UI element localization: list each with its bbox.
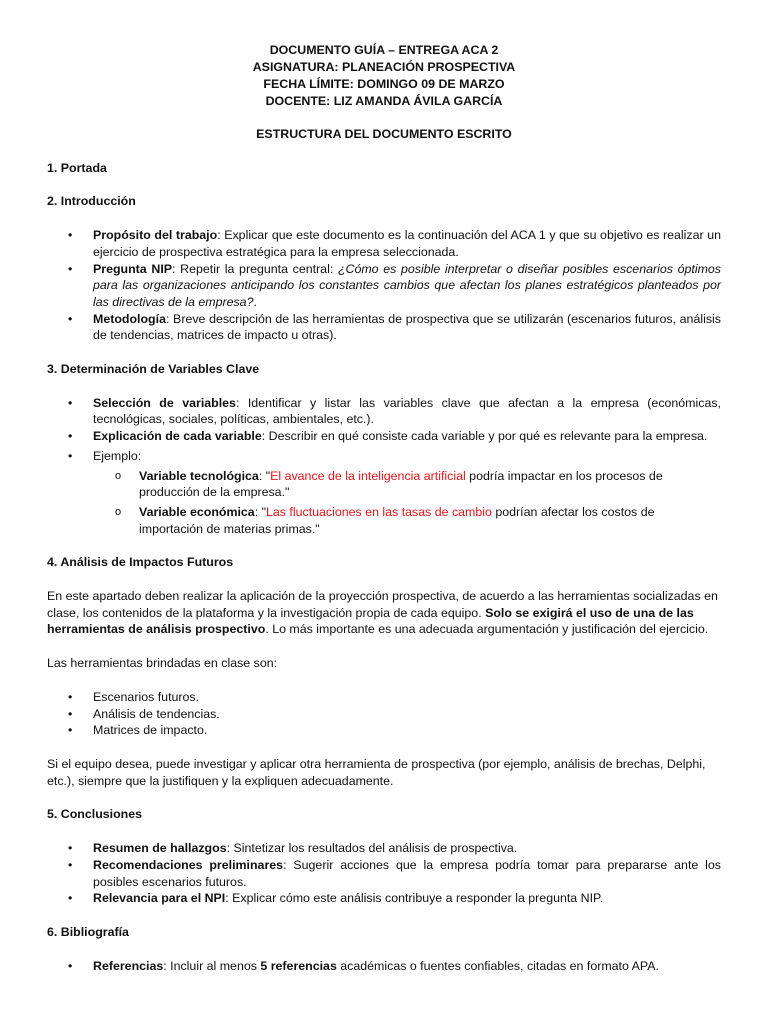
paragraph-text: En este apartado deben realizar la aplicación de la proyección prospectiva, de acuerdo a las herramientas socializadas en clase, los contenidos de la plataforma y la investigación propia de cada equipo. [47, 589, 718, 620]
list-item [47, 448, 721, 538]
section-2-heading: 2. Introducción [47, 194, 136, 209]
list-item: • Escenarios futuros. [47, 689, 721, 706]
header-title: DOCUMENTO GUÍA – ENTREGA ACA 2 [269, 43, 499, 57]
bullet-label: Metodología [93, 311, 166, 326]
list-item: • Análisis de tendencias. [47, 706, 721, 723]
example-text: : " [258, 468, 271, 483]
header-deadline: FECHA LÍMITE: DOMINGO 09 DE MARZO [263, 77, 505, 91]
bullet-text: : Sintetizar los resultados del análisis de prospectiva. [226, 841, 518, 856]
sublist-item [93, 468, 721, 501]
bullet-text: : Sugerir acciones que la empresa podría tomar para prepararse ante los posibles escenarios futuros. [93, 857, 721, 889]
bullet-text: : Describir en qué consiste cada variable y por qué es relevante para la empresa. [261, 429, 708, 444]
list-item [47, 395, 721, 428]
example-highlight: Las fluctuaciones en las tasas de cambio [266, 504, 492, 519]
bullet-text: : Incluir al menos [163, 958, 261, 973]
sublist-item [93, 504, 721, 537]
bullet-label: Propósito del trabajo [93, 228, 218, 243]
bullet-label: Selección de variables [93, 395, 236, 410]
section-1-heading: 1. Portada [47, 160, 107, 175]
list-item [47, 958, 721, 975]
document-header [47, 42, 721, 110]
bullet-label: Recomendaciones preliminares [93, 857, 284, 872]
list-item [47, 857, 721, 890]
section-2-list [47, 227, 721, 344]
example-text: podrían afectar los costos de importación de materias primas." [139, 504, 655, 536]
bullet-label: Explicación de cada variable [93, 429, 262, 444]
section-4-paragraph-3: Si el equipo desea, puede investigar y aplicar otra herramienta de prospectiva (por ejemplo, análisis de brechas, Delphi, etc.), siempre que la justifiquen y la expliquen adecuadamente. [47, 756, 706, 788]
example-text: : " [254, 504, 266, 519]
section-3-list [47, 395, 721, 538]
bullet-text: : Explicar cómo este análisis contribuye a responder la pregunta NIP. [225, 891, 604, 906]
list-item [47, 227, 721, 260]
list-item [47, 311, 721, 344]
example-label: Variable económica [139, 504, 255, 519]
section-4-paragraph-1 [47, 588, 721, 638]
example-text: podría impactar en los procesos de producción de la empresa." [139, 468, 663, 500]
bullet-label: Relevancia para el NPI [93, 891, 226, 906]
example-label: Variable tecnológica [139, 468, 259, 483]
bullet-text: . [253, 294, 257, 309]
bullet-text: : Explicar que este documento es la continuación del ACA 1 y que su objetivo es realizar un ejercicio de prospectiva estratégica para la empresa seleccionada. [93, 228, 721, 259]
tools-list [47, 689, 721, 739]
bullet-label: Pregunta NIP [93, 261, 173, 276]
list-item [47, 890, 721, 907]
bullet-text: : Repetir la pregunta central: [172, 261, 338, 276]
list-item [47, 840, 721, 857]
header-teacher: DOCENTE: LIZ AMANDA ÁVILA GARCÍA [265, 94, 503, 108]
list-item [47, 428, 721, 445]
section-4-paragraph-2: Las herramientas brindadas en clase son: [47, 656, 278, 671]
section-6-heading: 6. Bibliografía [47, 924, 129, 939]
bullet-text: Ejemplo: [93, 448, 142, 463]
example-highlight: El avance de la inteligencia artificial [270, 468, 466, 483]
bullet-text: académicas o fuentes confiables, citadas en formato APA. [336, 958, 659, 973]
bullet-label: Referencias [93, 958, 164, 973]
paragraph-text: . Lo más importante es una adecuada argumentación y justificación del ejercicio. [265, 622, 709, 637]
nip-question: ¿Cómo es posible interpretar o diseñar posibles escenarios óptimos para las organizaciones anticipando los constantes cambios que afectan los planes estratégicos planteados por las directivas de la empresa? [93, 261, 721, 309]
paragraph-emphasis: Solo se exigirá el uso de una de las herramientas de análisis prospectivo [47, 605, 694, 637]
bullet-emphasis: 5 referencias [260, 958, 337, 973]
example-sublist [93, 468, 721, 538]
bullet-text: : Breve descripción de las herramientas de prospectiva que se utilizarán (escenarios futuros, análisis de tendencias, matrices de impacto u otras). [93, 311, 721, 343]
section-4-heading: 4. Análisis de Impactos Futuros [47, 555, 234, 570]
bullet-label: Resumen de hallazgos [93, 841, 227, 856]
list-item [47, 261, 721, 311]
structure-title: ESTRUCTURA DEL DOCUMENTO ESCRITO [256, 127, 512, 141]
section-5-heading: 5. Conclusiones [47, 807, 143, 822]
bullet-text: : Identificar y listar las variables clave que afectan a la empresa (económicas, tecnológicas, sociales, políticas, ambientales, etc.). [93, 395, 721, 427]
section-6-list [47, 958, 721, 975]
list-item: • Matrices de impacto. [47, 722, 721, 739]
header-subject: ASIGNATURA: PLANEACIÓN PROSPECTIVA [252, 60, 516, 74]
section-5-list [47, 840, 721, 907]
section-3-heading: 3. Determinación de Variables Clave [47, 362, 260, 377]
